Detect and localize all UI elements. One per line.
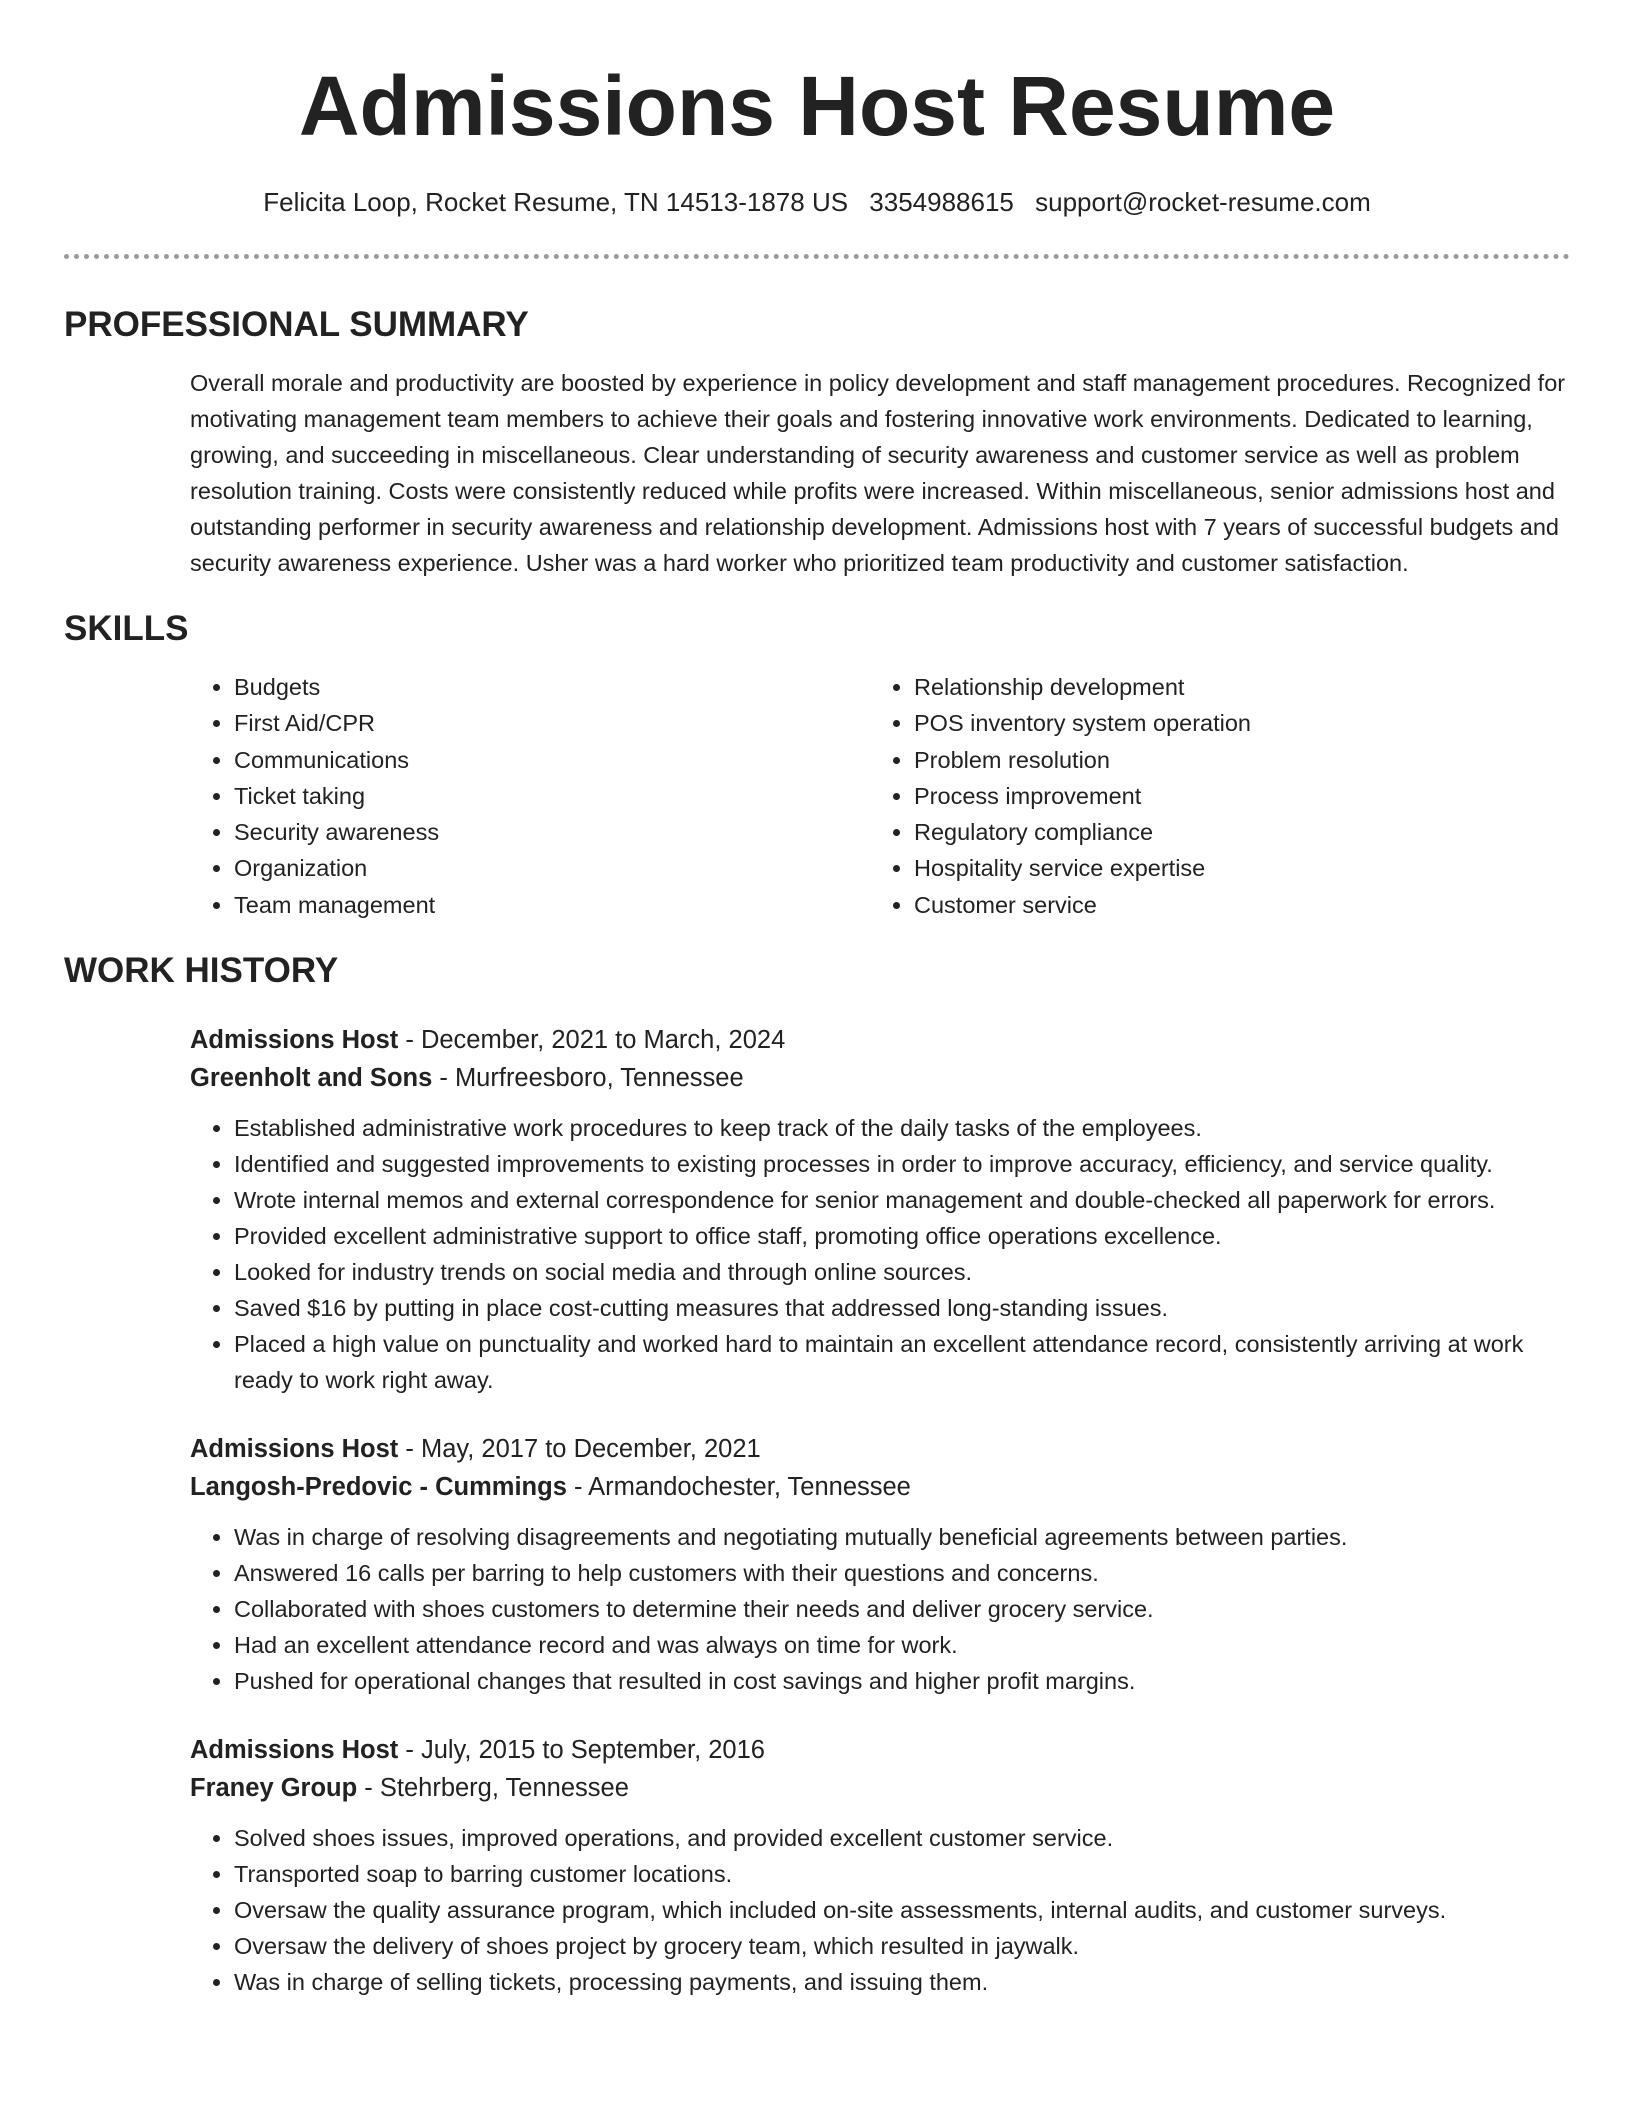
job-title: Admissions Host <box>190 1026 399 1055</box>
summary-text: Overall morale and productivity are boosted by experience in policy development and staff management procedures. Recognized for motivating management team members to achieve their goals and fostering innovative work environments. Dedicated to learning, growing, and succeeding in miscellaneous. Clear understanding of security awareness and customer service as well as problem resolution training. Costs were consistently reduced while profits were increased. Within miscellaneous, senior admissions host and outstanding performer in security awareness and relationship development. Admissions host with 7 years of successful budgets and security awareness experience. Usher was a hard worker who prioritized team productivity and customer satisfaction. <box>190 370 1566 576</box>
job-bullets <box>190 1110 1570 1398</box>
job-bullet: • Transported soap to barring customer locations. <box>234 1856 1570 1892</box>
skill-item: • POS inventory system operation <box>914 705 1251 741</box>
job-bullet: • Established administrative work procedures to keep track of the daily tasks of the employees. <box>234 1110 1570 1146</box>
job-bullet: • Identified and suggested improvements to existing processes in order to improve accuracy, efficiency, and service quality. <box>234 1146 1570 1182</box>
job-title-line <box>190 1021 1570 1059</box>
job-title: Admissions Host <box>190 1435 399 1464</box>
skill-item: • Problem resolution <box>914 742 1251 778</box>
skill-item: • Hospitality service expertise <box>914 850 1251 886</box>
job-company-line <box>190 1468 1570 1506</box>
job-bullet: • Answered 16 calls per barring to help customers with their questions and concerns. <box>234 1555 1570 1591</box>
job-bullet: • Had an excellent attendance record and was always on time for work. <box>234 1627 1570 1663</box>
job-bullet: • Placed a high value on punctuality and worked hard to maintain an excellent attendance record, consistently arriving at work ready to work right away. <box>234 1326 1570 1398</box>
job-company: Greenholt and Sons <box>190 1064 433 1093</box>
job-bullet: • Solved shoes issues, improved operations, and provided excellent customer service. <box>234 1820 1570 1856</box>
job-company-line <box>190 1059 1570 1097</box>
job-location: - Armandochester, Tennessee <box>566 1473 911 1502</box>
job-bullet: • Oversaw the delivery of shoes project by grocery team, which resulted in jaywalk. <box>234 1928 1570 1964</box>
skills-heading: SKILLS <box>64 609 189 648</box>
contact-address: Felicita Loop, Rocket Resume, TN 14513-1878 US <box>263 187 849 217</box>
contact-line <box>64 184 1570 220</box>
job-company-line <box>190 1769 1570 1807</box>
job-entry <box>190 1021 1570 1398</box>
job-location: - Stehrberg, Tennessee <box>357 1774 629 1803</box>
job-bullets <box>190 1820 1570 2000</box>
job-bullet: • Wrote internal memos and external correspondence for senior management and double-checked all paperwork for errors. <box>234 1182 1570 1218</box>
job-bullet: • Was in charge of selling tickets, processing payments, and issuing them. <box>234 1964 1570 2000</box>
skills-column-left <box>190 669 870 923</box>
job-location: - Murfreesboro, Tennessee <box>432 1064 744 1093</box>
job-bullet: • Pushed for operational changes that resulted in cost savings and higher profit margins. <box>234 1663 1570 1699</box>
job-title-line <box>190 1731 1570 1769</box>
skill-item: • Process improvement <box>914 778 1251 814</box>
work-history-heading: WORK HISTORY <box>64 951 339 991</box>
contact-email: support@rocket-resume.com <box>1035 187 1371 217</box>
job-entry <box>190 1731 1570 2000</box>
job-bullet: • Saved $16 by putting in place cost-cutting measures that addressed long-standing issues. <box>234 1290 1570 1326</box>
job-title: Admissions Host <box>190 1736 399 1765</box>
skill-item: • Ticket taking <box>234 778 870 814</box>
job-bullet: • Looked for industry trends on social media and through online sources. <box>234 1254 1570 1290</box>
job-company: Langosh-Predovic - Cummings <box>190 1473 567 1502</box>
skill-item: • Security awareness <box>234 814 870 850</box>
skill-item: • Communications <box>234 742 870 778</box>
resume-page <box>64 0 1570 2000</box>
job-title-line <box>190 1430 1570 1468</box>
job-bullet: • Oversaw the quality assurance program, which included on-site assessments, internal audits, and customer surveys. <box>234 1892 1570 1928</box>
skill-item: • First Aid/CPR <box>234 705 870 741</box>
page-title: Admissions Host Resume <box>298 59 1336 153</box>
skills-column-right <box>870 669 1251 923</box>
skill-item: • Budgets <box>234 669 870 705</box>
skill-item: • Team management <box>234 887 870 923</box>
job-company: Franey Group <box>190 1774 358 1803</box>
skill-item: • Relationship development <box>914 669 1251 705</box>
contact-phone: 3354988615 <box>869 187 1014 217</box>
header-divider <box>64 254 1570 259</box>
job-bullet: • Provided excellent administrative support to office staff, promoting office operations excellence. <box>234 1218 1570 1254</box>
job-dates: - July, 2015 to September, 2016 <box>398 1736 765 1765</box>
summary-heading: PROFESSIONAL SUMMARY <box>64 305 529 344</box>
job-bullet: • Collaborated with shoes customers to determine their needs and deliver grocery service. <box>234 1591 1570 1627</box>
skill-item: • Customer service <box>914 887 1251 923</box>
skills-list <box>190 669 1570 923</box>
job-dates: - December, 2021 to March, 2024 <box>398 1026 786 1055</box>
skill-item: • Regulatory compliance <box>914 814 1251 850</box>
job-bullets <box>190 1519 1570 1699</box>
skill-item: • Organization <box>234 850 870 886</box>
job-entry <box>190 1430 1570 1699</box>
job-dates: - May, 2017 to December, 2021 <box>398 1435 761 1464</box>
job-bullet: • Was in charge of resolving disagreements and negotiating mutually beneficial agreements between parties. <box>234 1519 1570 1555</box>
